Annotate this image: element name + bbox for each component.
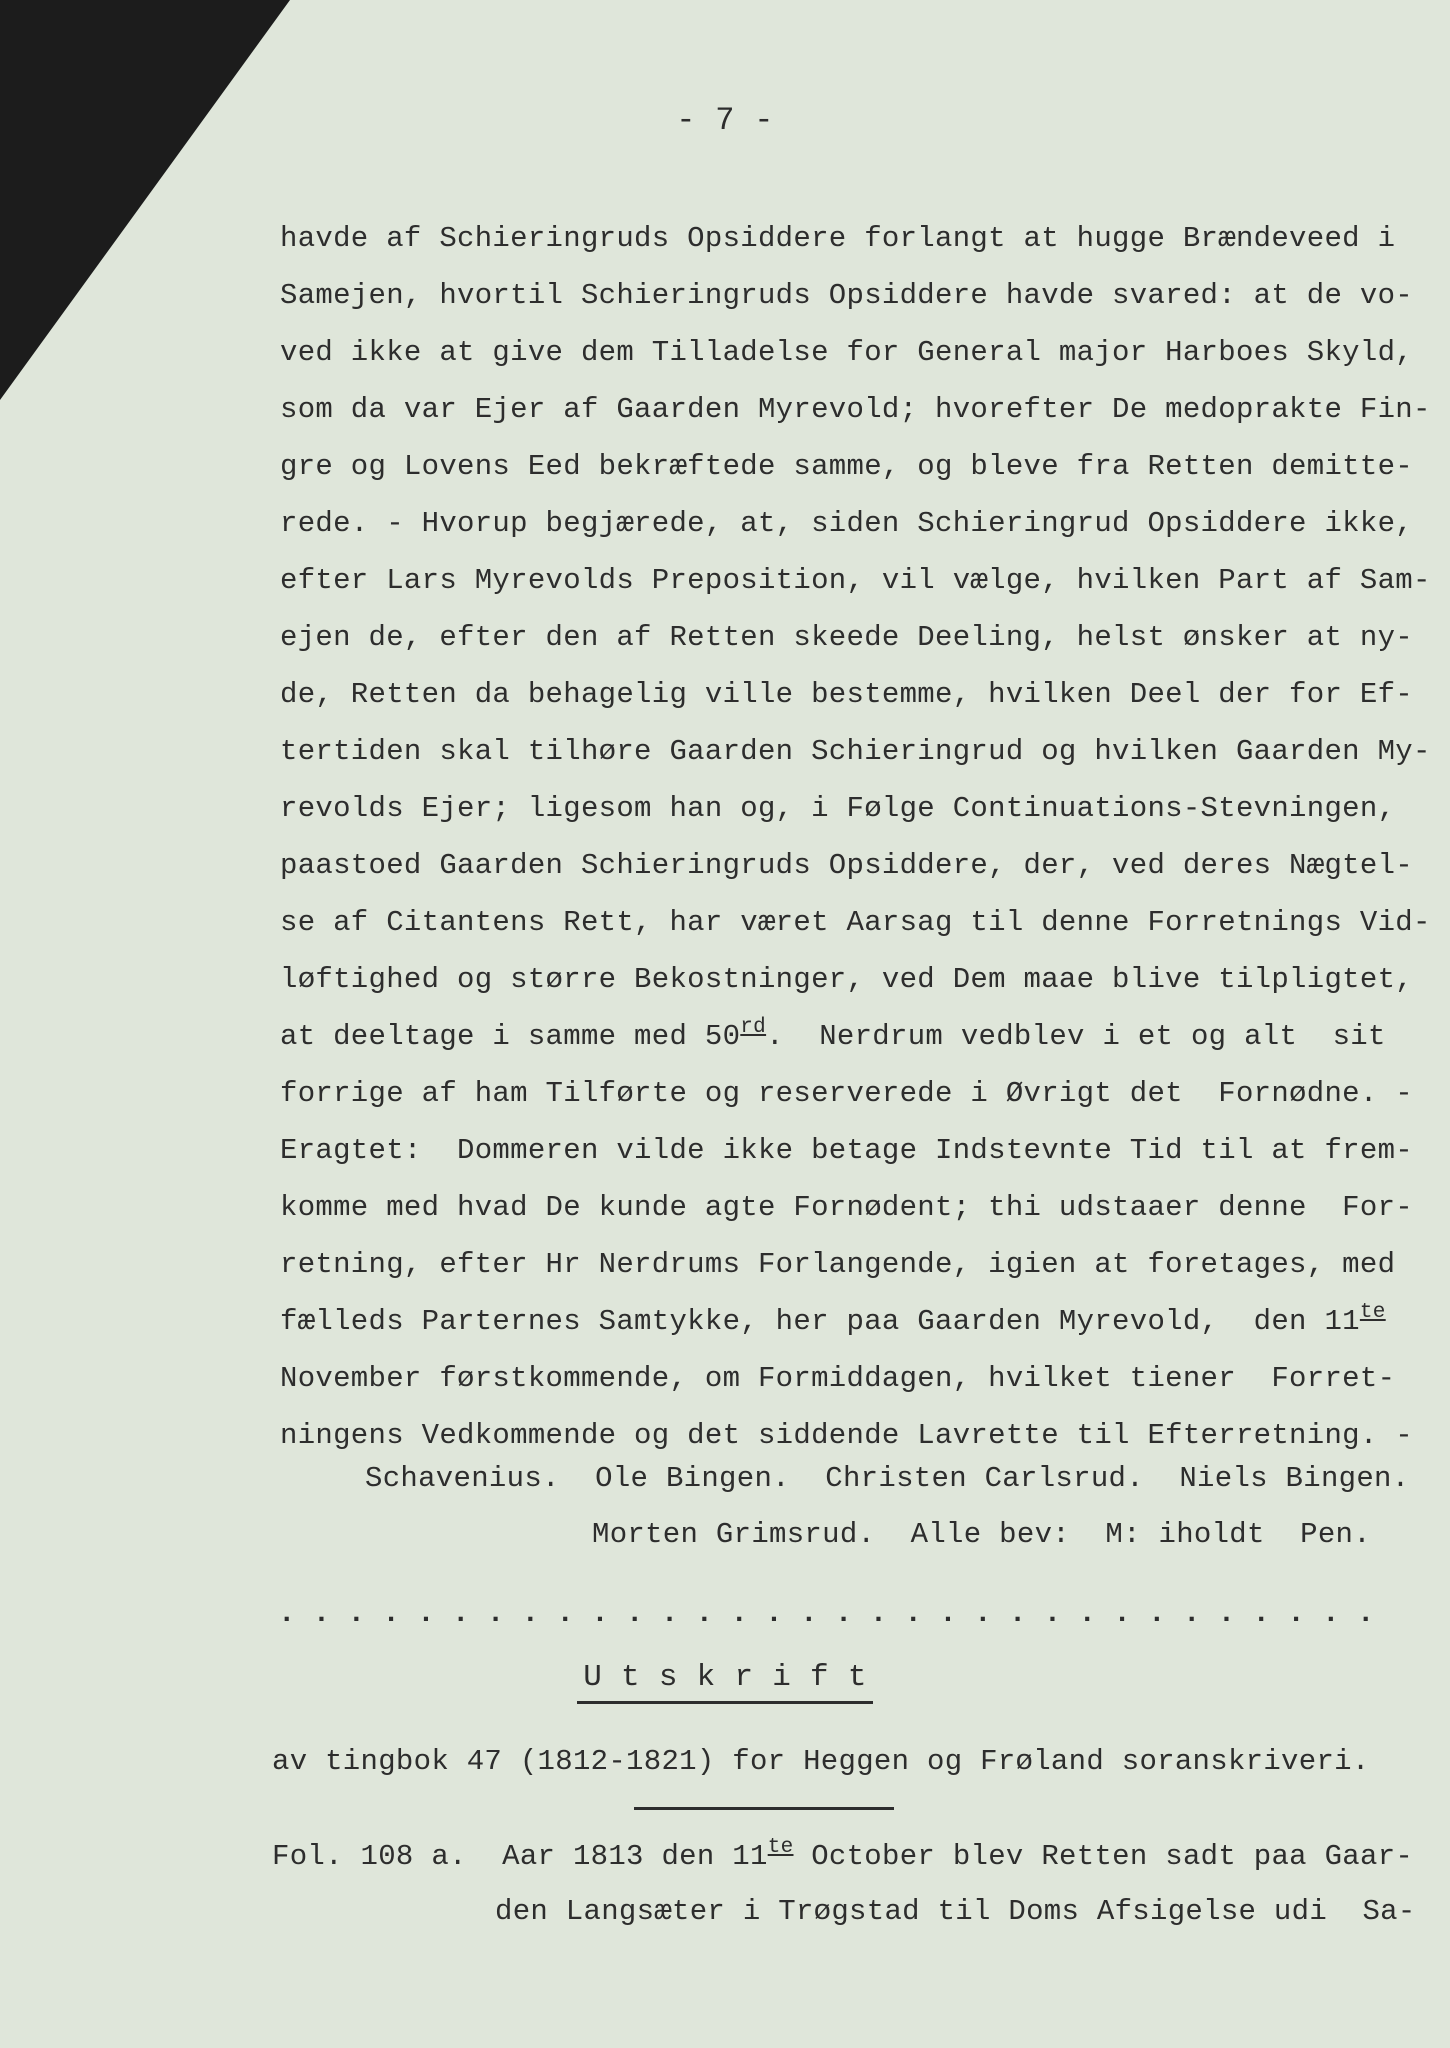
body-line: retning, efter Hr Nerdrums Forlangende, igien at foretages, med — [280, 1248, 1396, 1281]
body-text: fælleds Parternes Samtykke, her paa Gaarden Myrevold, den 11 — [280, 1305, 1360, 1338]
body-line: ejen de, efter den af Retten skeede Deeling, helst ønsker at ny- — [280, 621, 1413, 654]
body-line — [280, 1301, 1390, 1338]
body-line: ved ikke at give dem Tilladelse for General major Harboes Skyld, — [280, 336, 1413, 369]
body-text: at deeltage i samme med 50 — [280, 1020, 741, 1053]
body-line: efter Lars Myrevolds Preposition, vil vælge, hvilken Part af Sam- — [280, 564, 1431, 597]
section-heading — [0, 1660, 1450, 1695]
page-number: - 7 - — [676, 102, 774, 139]
source-line: av tingbok 47 (1812-1821) for Heggen og Frøland soranskriveri. — [272, 1745, 1370, 1778]
body-line: Samejen, hvortil Schieringruds Opsiddere havde svared: at de vo- — [280, 279, 1413, 312]
body-line: havde af Schieringruds Opsiddere forlangt at hugge Brændeveed i — [280, 222, 1396, 255]
signatures-line: Schavenius. Ole Bingen. Christen Carlsrud. Niels Bingen. — [365, 1462, 1410, 1495]
body-line: rede. - Hvorup begjærede, at, siden Schieringrud Opsiddere ikke, — [280, 507, 1413, 540]
body-line: løftighed og større Bekostninger, ved Dem maae blive tilpligtet, — [280, 963, 1413, 996]
body-line: komme med hvad De kunde agte Fornødent; thi udstaaer denne For- — [280, 1191, 1413, 1224]
horizontal-rule — [634, 1807, 894, 1810]
body-text: . Nerdrum vedblev i et og alt sit — [766, 1020, 1386, 1053]
body-line: tertiden skal tilhøre Gaarden Schieringrud og hvilken Gaarden My- — [280, 735, 1431, 768]
body-line: forrige af ham Tilførte og reserverede i Øvrigt det Fornødne. - — [280, 1077, 1413, 1110]
signatures-line: Morten Grimsrud. Alle bev: M: iholdt Pen. — [592, 1518, 1371, 1551]
superscript: te — [1359, 1301, 1386, 1324]
body-line: de, Retten da behagelig ville bestemme, hvilken Deel der for Ef- — [280, 678, 1413, 711]
body-line: November førstkommende, om Formiddagen, hvilket tiener Forret- — [280, 1362, 1396, 1395]
dotted-separator: . . . . . . . . . . . . . . . . . . . . . . . . . . . . . . . . — [278, 1597, 1375, 1630]
superscript: rd — [740, 1016, 767, 1039]
body-text: October blev Retten sadt paa Gaar- — [793, 1840, 1414, 1873]
body-line: Eragtet: Dommeren vilde ikke betage Indstevnte Tid til at frem- — [280, 1134, 1413, 1167]
folio-line: den Langsæter i Trøgstad til Doms Afsigelse udi Sa- — [495, 1895, 1416, 1928]
body-line: som da var Ejer af Gaarden Myrevold; hvorefter De medoprakte Fin- — [280, 393, 1431, 426]
folio-line — [272, 1836, 1414, 1873]
body-line: paastoed Gaarden Schieringruds Opsiddere, der, ved deres Nægtel- — [280, 849, 1413, 882]
body-line: gre og Lovens Eed bekræftede samme, og bleve fra Retten demitte- — [280, 450, 1413, 483]
body-text: Fol. 108 a. Aar 1813 den 11 — [272, 1840, 768, 1873]
body-line — [280, 1016, 1390, 1053]
superscript: te — [767, 1836, 794, 1859]
body-line: se af Citantens Rett, har været Aarsag til denne Forretnings Vid- — [280, 906, 1431, 939]
body-line: ningens Vedkommende og det siddende Lavrette til Efterretning. - — [280, 1419, 1413, 1452]
heading-text: U t s k r i f t — [577, 1660, 873, 1704]
body-line: revolds Ejer; ligesom han og, i Følge Continuations-Stevningen, — [280, 792, 1396, 825]
